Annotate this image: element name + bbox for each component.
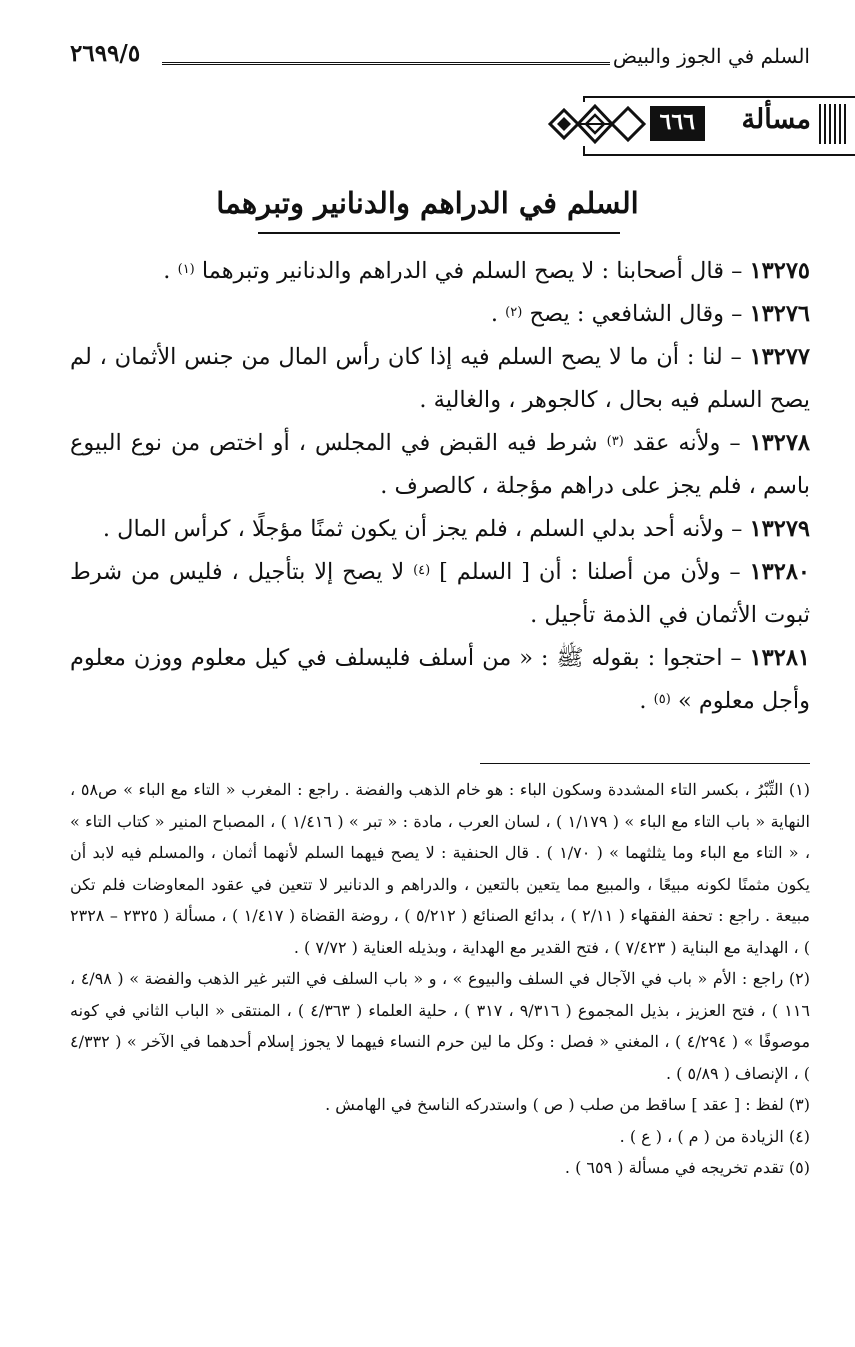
- paragraph-number: ١٣٢٧٩: [749, 516, 810, 542]
- footnote: (٥) تقدم تخريجه في مسألة ( ٦٥٩ ) .: [564, 1158, 810, 1177]
- page-reference: ٢٦٩٩/٥: [70, 40, 141, 67]
- footnote-marker: (١): [177, 262, 195, 277]
- paragraph-number: ١٣٢٧٨: [749, 430, 811, 456]
- paragraph-text: – وقال الشافعي : يصح: [522, 301, 750, 327]
- paragraph-number: ١٣٢٨٠: [749, 559, 810, 585]
- diamond-ornament-icon: [540, 100, 650, 148]
- running-header: [70, 40, 810, 80]
- paragraph-text: – قال أصحابنا : لا يصح السلم في الدراهم والدنانير وتبرهما: [194, 258, 750, 284]
- masala-banner: [540, 96, 855, 154]
- running-title: السلم في الجوز والبيض: [612, 44, 810, 68]
- footnote: (٤) الزيادة من ( م ) ، ( ع ) .: [619, 1126, 810, 1146]
- paragraph-tail: .: [639, 688, 654, 714]
- paragraph-tail: شرط فيه القبض في المجلس ، أو اختص من نوع البيوع باسم ، فلم يجز على دراهم مؤجلة ، كالصرف .: [70, 430, 810, 499]
- paragraph-text: – لنا : أن ما لا يصح السلم فيه إذا كان رأس المال من جنس الأثمان ، لم يصح السلم فيه بحال ، كالجوهر ، والغالية .: [70, 344, 810, 413]
- paragraph-tail: لا يصح إلا بتأجيل ، فليس من شرط ثبوت الأثمان في الذمة تأجيل .: [70, 559, 810, 628]
- main-text: [70, 250, 810, 723]
- paragraph-text: – ولأنه أحد بدلي السلم ، فلم يجز أن يكون ثمنًا مؤجلًا ، كرأس المال .: [102, 516, 750, 542]
- footnote: (٢) راجع : الأم « باب في الآجال في السلف والبيوع » ، و « باب السلف في التبر غير الذهب والفضة » ( ٤/٩٨ ، ١١٦ ) ، فتح العزيز ، بذيل المجموع ( ٩/٣١٦ ، ٣١٧ ) ، حلية العلماء ( ٤/٣٦٣ ) ، المنتقى « الباب الثاني في كونه موصوفًا » ( ٤/٢٩٤ ) ، المغني « فصل : وكل ما لين حرم النساء فيهما لا يجوز إسلام أحدهما في الآخر » ( ٤/٣٣٢ ) ، الإنصاف ( ٥/٨٩ ) .: [70, 969, 811, 1083]
- paragraph-number: ١٣٢٨١: [749, 645, 810, 671]
- footnote-marker: (٣): [606, 434, 624, 449]
- paragraph: [70, 551, 810, 637]
- paragraph-tail: .: [163, 258, 178, 284]
- title-underline: [258, 232, 620, 234]
- paragraph-number: ١٣٢٧٥: [749, 258, 810, 284]
- paragraph-text: – ولأن من أصلنا : أن [ السلم ]: [430, 559, 750, 585]
- header-divider: [162, 62, 610, 65]
- paragraph: [70, 250, 810, 293]
- paragraph-text: – احتجوا : بقوله ﷺ : « من أسلف فليسلف في كيل معلوم ووزن معلوم وأجل معلوم »: [70, 645, 810, 714]
- paragraph-text: – ولأنه عقد: [623, 430, 750, 456]
- masala-label: مسألة: [741, 104, 811, 135]
- banner-bars-ornament: [819, 104, 847, 144]
- section-title: السلم في الدراهم والدنانير وتبرهما: [216, 186, 639, 220]
- footnote-marker: (٢): [505, 305, 523, 320]
- paragraph: [70, 637, 810, 723]
- masala-number: ٦٦٦: [650, 106, 705, 141]
- paragraph: [70, 422, 810, 508]
- paragraph-tail: .: [490, 301, 506, 327]
- paragraph: [70, 508, 810, 551]
- footnote-separator: [480, 763, 810, 764]
- footnote-marker: (٥): [653, 692, 671, 707]
- paragraph-number: ١٣٢٧٧: [749, 344, 810, 370]
- footnotes: [70, 774, 810, 1184]
- footnote-marker: (٤): [413, 563, 431, 578]
- paragraph: [70, 336, 810, 422]
- footnote: (١) التِّبْرُ ، بكسر التاء المشددة وسكون الباء : هو خام الذهب والفضة . راجع : المغرب « التاء مع الباء » ص٥٨ ، النهاية « باب التاء مع الباء » ( ١/١٧٩ ) ، لسان العرب ، مادة : « تبر » ( ١/٤١٦ ) ، المصباح المنير « كتاب التاء » ، « التاء مع الباء وما يثلثهما » ( ١/٧٠ ) . قال الحنفية : لا يصح فيهما السلم لأنهما أثمان ، والمسلم فيه لابد أن يكون مثمنًا لكونه مبيعًا ، والمبيع مما يتعين بالتعين ، والدراهم و الدنانير لا تتعين في عقود المعاوضات فلم تكن مبيعة . راجع : تحفة الفقهاء ( ٢/١١ ) ، بدائع الصنائع ( ٥/٢١٢ ) ، روضة القضاة ( ١/٤١٧ ) ، مسألة ( ٢٣٢٥ – ٢٣٢٨ ) ، الهداية مع البناية ( ٧/٤٢٣ ) ، فتح القدير مع الهداية ، وبذيله العناية ( ٧/٧٢ ) .: [70, 780, 811, 957]
- footnote: (٣) لفظ : [ عقد ] ساقط من صلب ( ص ) واستدركه الناسخ في الهامش .: [325, 1095, 810, 1114]
- paragraph-number: ١٣٢٧٦: [749, 301, 810, 327]
- paragraph: [70, 293, 810, 336]
